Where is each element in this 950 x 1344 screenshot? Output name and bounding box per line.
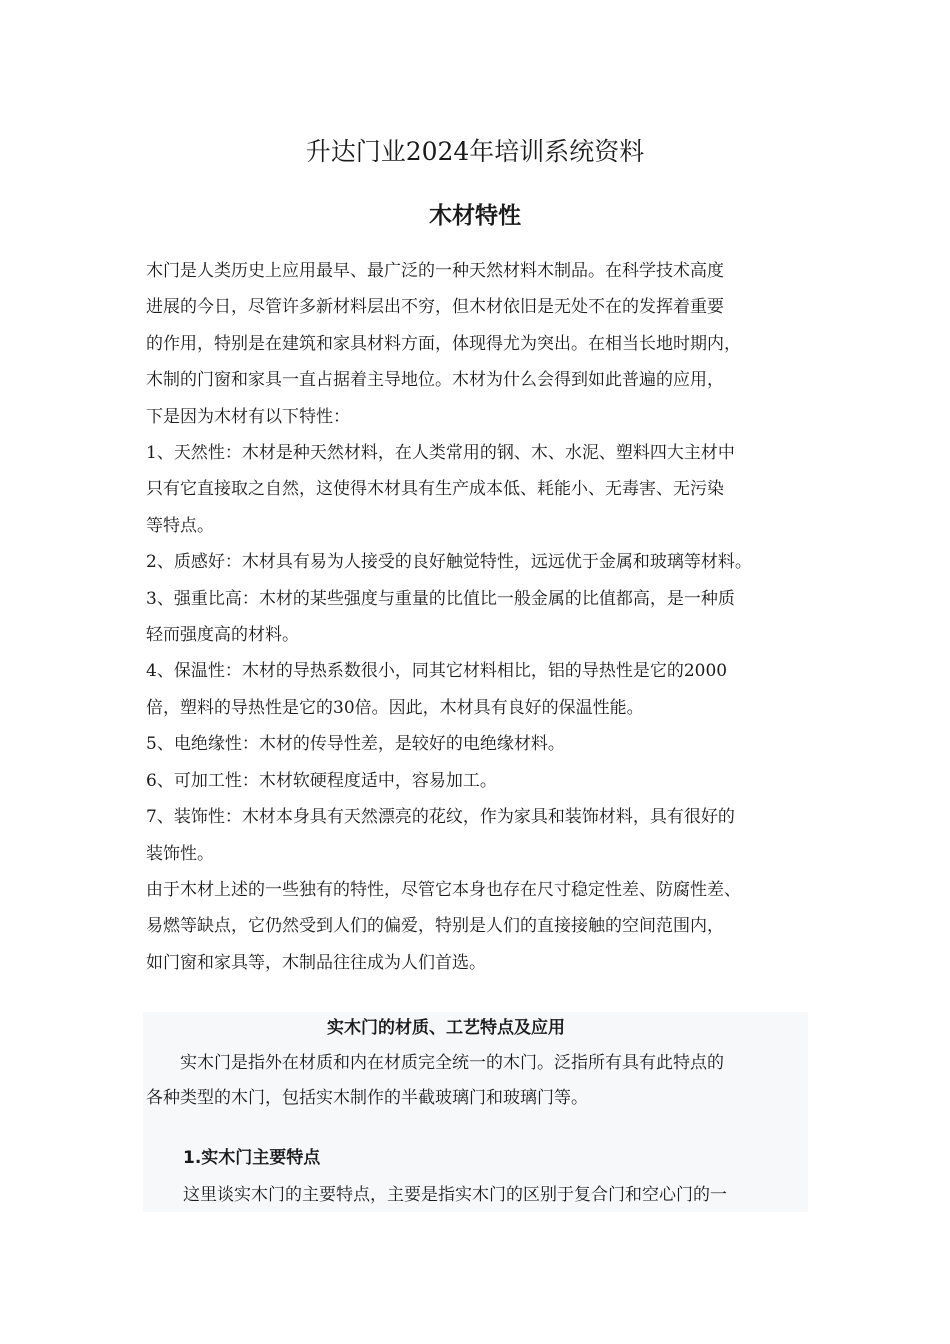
body-line: 进展的今日，尽管许多新材料层出不穷，但木材依旧是无处不在的发挥着重要 <box>146 297 724 318</box>
body-line: 3、强重比高：木材的某些强度与重量的比值比一般金属的比值都高，是一种质 <box>146 588 735 609</box>
solid-wood-section <box>143 1012 808 1212</box>
solid-wood-subheading: 1.实木门主要特点 <box>183 1148 321 1168</box>
body-line: 5、电绝缘性：木材的传导性差，是较好的电绝缘材料。 <box>146 734 565 755</box>
body-line: 易燃等缺点，它仍然受到人们的偏爱，特别是人们的直接接触的空间范围内， <box>146 916 724 937</box>
document-title: 升达门业2024年培训系统资料 <box>305 137 645 166</box>
body-line: 1、天然性：木材是种天然材料，在人类常用的钢、木、水泥、塑料四大主材中 <box>146 443 735 464</box>
body-line: 轻而强度高的材料。 <box>146 625 299 646</box>
paragraph-line: 实木门是指外在材质和内在材质完全统一的木门。泛指所有具有此特点的 <box>146 1053 724 1073</box>
solid-wood-paragraph <box>146 1046 806 1116</box>
solid-wood-sub-paragraph: 这里谈实木门的主要特点，主要是指实木门的区别于复合门和空心门的一 <box>183 1185 727 1205</box>
body-line: 只有它直接取之自然，这使得木材具有生产成本低、耗能小、无毒害、无污染 <box>146 479 724 500</box>
body-line: 由于木材上述的一些独有的特性，尽管它本身也存在尺寸稳定性差、防腐性差、 <box>146 879 741 900</box>
body-text <box>146 253 826 981</box>
paragraph-line: 各种类型的木门，包括实木制作的半截玻璃门和玻璃门等。 <box>146 1088 588 1108</box>
body-line: 4、保温性：木材的导热系数很小，同其它材料相比，铝的导热性是它的2000 <box>146 661 728 682</box>
body-line: 倍，塑料的导热性是它的30倍。因此，木材具有良好的保温性能。 <box>146 697 644 718</box>
body-line: 如门窗和家具等，木制品往往成为人们首选。 <box>146 952 486 973</box>
body-line: 等特点。 <box>146 515 214 536</box>
body-line: 2、质感好：木材具有易为人接受的良好触觉特性，远远优于金属和玻璃等材料。 <box>146 552 752 573</box>
section-title: 木材特性 <box>429 203 521 229</box>
body-line: 的作用，特别是在建筑和家具材料方面，体现得尤为突出。在相当长地时期内， <box>146 333 741 354</box>
body-line: 装饰性。 <box>146 843 214 864</box>
solid-wood-heading: 实木门的材质、工艺特点及应用 <box>327 1018 565 1038</box>
body-line: 下是因为木材有以下特性： <box>146 406 350 427</box>
body-line: 木制的门窗和家具一直占据着主导地位。木材为什么会得到如此普遍的应用， <box>146 370 724 391</box>
body-line: 6、可加工性：木材软硬程度适中，容易加工。 <box>146 770 497 791</box>
body-line: 7、装饰性：木材本身具有天然漂亮的花纹，作为家具和装饰材料，具有很好的 <box>146 807 735 828</box>
body-line: 木门是人类历史上应用最早、最广泛的一种天然材料木制品。在科学技术高度 <box>146 261 724 281</box>
